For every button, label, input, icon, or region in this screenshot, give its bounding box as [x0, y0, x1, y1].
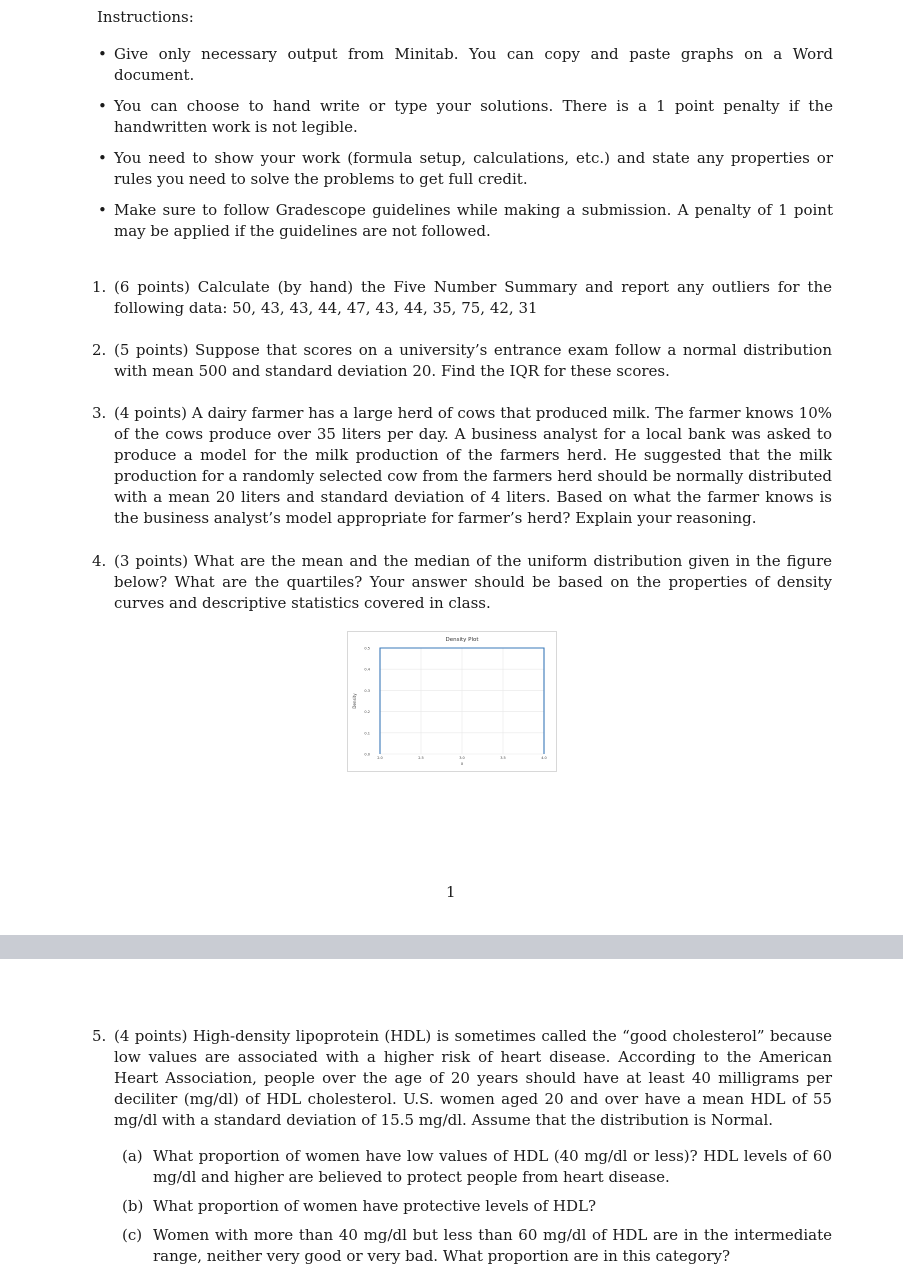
y-tick-label: 0.4 — [364, 667, 370, 672]
page-2 — [0, 959, 903, 1280]
y-tick-label: 0.3 — [364, 688, 370, 693]
question-2 — [92, 340, 832, 382]
question-number: 3. — [92, 404, 107, 422]
instruction-item: • You can choose to hand write or type your solutions. There is a 1 point penalty if the handwritten work is not legible. — [98, 96, 833, 138]
instructions-list — [98, 44, 833, 252]
subquestion-label: (b) — [122, 1197, 144, 1215]
x-tick-label: 4.0 — [541, 756, 547, 760]
question-number: 2. — [92, 341, 107, 359]
subquestion-c — [122, 1225, 832, 1267]
page-number: 1 — [446, 883, 456, 901]
y-tick-label: 0.0 — [364, 752, 370, 757]
subquestion-b — [122, 1196, 832, 1217]
x-tick-label: 3.0 — [459, 756, 465, 760]
instructions-title: Instructions: — [97, 8, 194, 26]
question-text: (6 points) Calculate (by hand) the Five Number Summary and report any outliers for the following data: 50, 43, 43, 44, 47, 43, 44, 35, 75, 42, 31 — [114, 278, 832, 317]
subquestion-text: Women with more than 40 mg/dl but less than 60 mg/dl of HDL are in the intermediate range, neither very good or very bad. What proportion are in this category? — [153, 1226, 832, 1265]
chart-title: Density Plot — [445, 637, 479, 643]
subquestion-text: What proportion of women have protective levels of HDL? — [153, 1197, 596, 1215]
question-1 — [92, 277, 832, 319]
question-text: (4 points) High-density lipoprotein (HDL) is sometimes called the “good cholesterol” because low values are associated with a higher risk of heart disease. According to the American Heart Association, people over the age of 20 years should have at least 40 milligrams per deciliter (mg/dl) of HDL cholesterol. U.S. women aged 20 and over have a mean HDL of 55 mg/dl with a standard deviation of 15.5 mg/dl. Assume that the distribution is Normal. — [114, 1027, 832, 1129]
question-5 — [92, 1026, 832, 1131]
question-text: (5 points) Suppose that scores on a university’s entrance exam follow a normal distribution with mean 500 and standard deviation 20. Find the IQR for these scores. — [114, 341, 832, 380]
question-number: 4. — [92, 552, 107, 570]
subquestion-text: What proportion of women have low values of HDL (40 mg/dl or less)? HDL levels of 60 mg/dl and higher are believed to protect people from heart disease. — [153, 1147, 832, 1186]
question-text: (3 points) What are the mean and the median of the uniform distribution given in the figure below? What are the quartiles? Your answer should be based on the properties of density curves and descriptive statistics covered in class. — [114, 552, 832, 612]
y-axis-label: Density — [352, 693, 357, 709]
x-axis-label: x — [460, 761, 464, 766]
page-separator — [0, 935, 903, 959]
question-number: 5. — [92, 1027, 107, 1045]
question-3 — [92, 403, 832, 529]
instruction-item: • Give only necessary output from Minitab. You can copy and paste graphs on a Word document. — [98, 44, 833, 86]
instruction-item: • Make sure to follow Gradescope guidelines while making a submission. A penalty of 1 point may be applied if the guidelines are not followed. — [98, 200, 833, 242]
question-4 — [92, 551, 832, 614]
density-plot — [347, 631, 557, 772]
subquestion-label: (a) — [122, 1147, 143, 1165]
subquestion-a — [122, 1146, 832, 1188]
y-tick-label: 0.1 — [364, 731, 370, 736]
y-tick-label: 0.5 — [364, 646, 370, 651]
question-text: (4 points) A dairy farmer has a large herd of cows that produced milk. The farmer knows 10% of the cows produce over 35 liters per day. A business analyst for a local bank was asked to produce a model for the milk production of the farmers herd. He suggested that the milk production for a randomly selected cow from the farmers herd should be normally distributed with a mean 20 liters and standard deviation of 4 liters. Based on what the farmer knows is the business analyst’s model appropriate for farmer’s herd? Explain your reasoning. — [114, 404, 832, 527]
subquestion-label: (c) — [122, 1226, 143, 1244]
x-tick-label: 3.5 — [500, 756, 506, 760]
y-tick-label: 0.2 — [364, 710, 370, 715]
question-number: 1. — [92, 278, 107, 296]
x-tick-label: 2.5 — [418, 756, 424, 760]
density-plot-svg — [348, 632, 556, 771]
x-tick-label: 2.0 — [377, 756, 383, 760]
instruction-item: • You need to show your work (formula setup, calculations, etc.) and state any properties or rules you need to solve the problems to get full credit. — [98, 148, 833, 190]
